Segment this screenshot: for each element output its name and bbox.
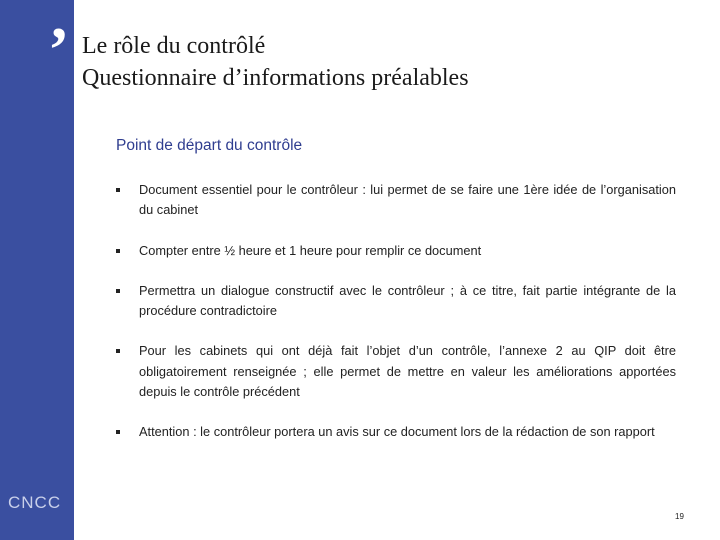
bullet-icon (116, 430, 120, 434)
title-line-1: Le rôle du contrôlé (82, 33, 266, 59)
cncc-logo (8, 494, 72, 528)
page-number: 19 (675, 512, 684, 521)
bullet-item (116, 281, 676, 322)
bullet-item (116, 241, 676, 261)
bullet-text: Attention : le contrôleur portera un avis sur ce document lors de la rédaction de son rapport (139, 424, 655, 440)
slide-title (82, 30, 469, 94)
bullet-item (116, 422, 676, 442)
sidebar-band (0, 0, 74, 540)
bullet-text: Pour les cabinets qui ont déjà fait l’objet d’un contrôle, l’annexe 2 au QIP doit être obligatoirement renseignée ; elle permet de mettre en valeur les améliorations apportées depuis le contrôle précédent (139, 343, 676, 400)
bullet-icon (116, 289, 120, 293)
bullet-text: Compter entre ½ heure et 1 heure pour remplir ce document (139, 242, 482, 258)
bullet-icon (116, 349, 120, 353)
title-line-2: Questionnaire d’informations préalables (82, 65, 469, 91)
quote-mark-icon: ’ (48, 14, 70, 85)
slide-subtitle: Point de départ du contrôle (116, 137, 303, 154)
bullet-icon (116, 188, 120, 192)
bullet-text: Document essentiel pour le contrôleur : lui permet de se faire une 1ère idée de l’organisation du cabinet (139, 182, 676, 218)
bullet-item (116, 180, 676, 221)
bullet-icon (116, 249, 120, 253)
bullet-text: Permettra un dialogue constructif avec le contrôleur ; à ce titre, fait partie intégrante de la procédure contradictoire (139, 282, 676, 319)
logo-text: CNCC (8, 493, 62, 512)
bullet-item (116, 341, 676, 402)
bullet-list (116, 180, 676, 463)
